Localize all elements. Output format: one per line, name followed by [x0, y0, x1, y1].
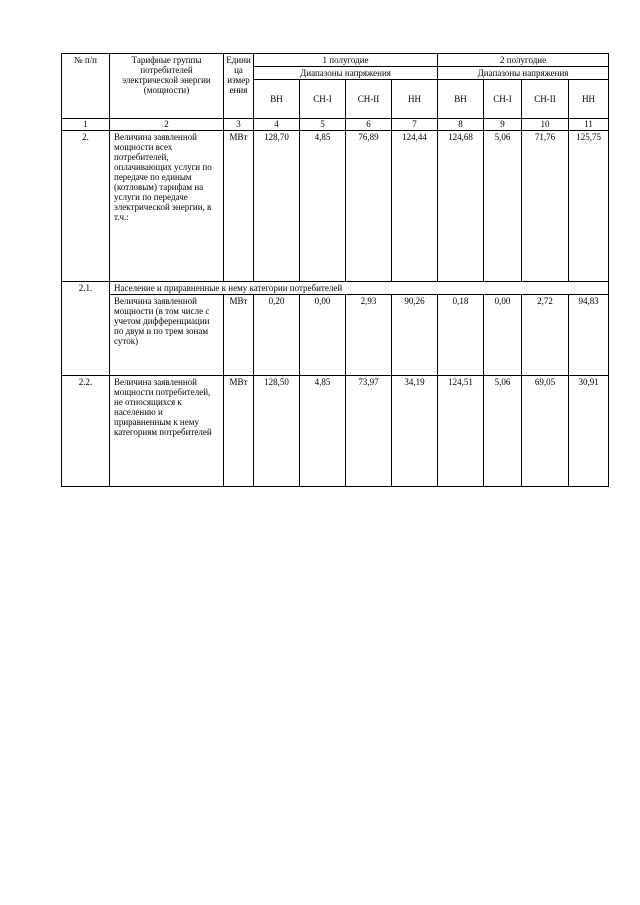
- row-unit: МВт: [224, 295, 254, 376]
- row-number: 2.2.: [62, 376, 110, 487]
- header-voltage-vn: ВН: [254, 80, 300, 119]
- value-cell: 0,20: [254, 295, 300, 376]
- row-unit: МВт: [224, 376, 254, 487]
- header-voltage-nn: НН: [569, 80, 609, 119]
- header-voltage-vn: ВН: [438, 80, 484, 119]
- value-cell: 124,44: [392, 131, 438, 282]
- column-number: 10: [522, 119, 569, 131]
- value-cell: 5,06: [484, 376, 522, 487]
- value-cell: 76,89: [346, 131, 392, 282]
- value-cell: 73,97: [346, 376, 392, 487]
- value-cell: 5,06: [484, 131, 522, 282]
- value-cell: 124,68: [438, 131, 484, 282]
- value-cell: 124,51: [438, 376, 484, 487]
- header-voltage-nn: НН: [392, 80, 438, 119]
- value-cell: 0,18: [438, 295, 484, 376]
- header-voltage-ranges-2: Диапазоны напряжения: [438, 67, 609, 80]
- header-voltage-sn2: СН-II: [346, 80, 392, 119]
- value-cell: 4,85: [300, 376, 346, 487]
- column-number: 3: [224, 119, 254, 131]
- column-number: 9: [484, 119, 522, 131]
- value-cell: 34,19: [392, 376, 438, 487]
- header-unit: Единица измерения: [224, 54, 254, 119]
- value-cell: 125,75: [569, 131, 609, 282]
- column-number: 2: [110, 119, 224, 131]
- value-cell: 0,00: [300, 295, 346, 376]
- value-cell: 0,00: [484, 295, 522, 376]
- column-number-row: [62, 119, 609, 131]
- header-half-2: 2 полугодие: [438, 54, 609, 67]
- row-number: 2.1.: [62, 282, 110, 376]
- column-number: 4: [254, 119, 300, 131]
- row-unit: МВт: [224, 131, 254, 282]
- value-cell: 128,50: [254, 376, 300, 487]
- value-cell: 2,72: [522, 295, 569, 376]
- column-number: 7: [392, 119, 438, 131]
- value-cell: 71,76: [522, 131, 569, 282]
- value-cell: 30,91: [569, 376, 609, 487]
- row-description: Величина заявленной мощности (в том числе с учетом дифференциации по двум и по трем зонам суток): [110, 295, 224, 376]
- value-cell: 128,70: [254, 131, 300, 282]
- table-row: [62, 376, 609, 487]
- column-number: 5: [300, 119, 346, 131]
- value-cell: 90,26: [392, 295, 438, 376]
- section-row: [62, 282, 609, 295]
- column-number: 6: [346, 119, 392, 131]
- header-voltage-sn1: СН-I: [300, 80, 346, 119]
- document-page: [61, 53, 608, 487]
- value-cell: 2,93: [346, 295, 392, 376]
- header-row-1: [62, 54, 609, 67]
- row-description: Величина заявленной мощности потребителей, не относящихся к населению и приравненным к нему категориям потребителей: [110, 376, 224, 487]
- column-number: 1: [62, 119, 110, 131]
- row-number: 2.: [62, 131, 110, 282]
- value-cell: 4,85: [300, 131, 346, 282]
- row-description: Величина заявленной мощности всех потребителей, оплачивающих услуги по передаче по единым (котловым) тарифам на услуги по передаче электрической энергии, в т.ч.:: [110, 131, 224, 282]
- header-voltage-sn2: СН-II: [522, 80, 569, 119]
- header-half-1: 1 полугодие: [254, 54, 438, 67]
- tariff-table: [61, 53, 609, 487]
- header-no: № п/п: [62, 54, 110, 119]
- value-cell: 69,05: [522, 376, 569, 487]
- table-row: [62, 131, 609, 282]
- column-number: 11: [569, 119, 609, 131]
- value-cell: 94,83: [569, 295, 609, 376]
- header-group: Тарифные группы потребителей электрической энергии (мощности): [110, 54, 224, 119]
- column-number: 8: [438, 119, 484, 131]
- header-voltage-sn1: СН-I: [484, 80, 522, 119]
- header-voltage-ranges-1: Диапазоны напряжения: [254, 67, 438, 80]
- section-title: Население и приравненные к нему категории потребителей: [110, 282, 609, 295]
- table-row: [62, 295, 609, 376]
